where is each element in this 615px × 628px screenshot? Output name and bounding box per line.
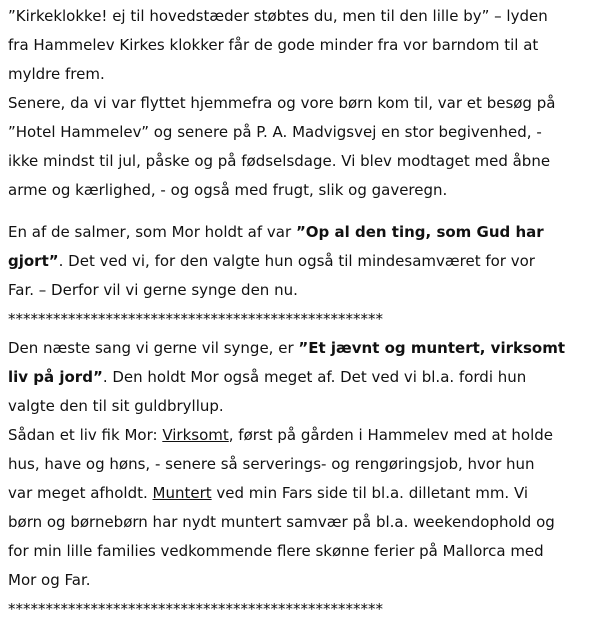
text-span: . Den holdt Mor også meget af. Det ved vi bl.a. fordi hun bbox=[102, 368, 527, 386]
text-line: børn og børnebørn har nydt muntert samvær på bl.a. weekendophold og bbox=[8, 513, 555, 531]
text-line: Mor og Far. bbox=[8, 571, 91, 589]
underlined-word: Virksomt bbox=[162, 426, 229, 444]
text-line: hus, have og høns, - senere så serverings- og rengøringsjob, hvor hun bbox=[8, 455, 535, 473]
text-span: En af de salmer, som Mor holdt af var bbox=[8, 223, 296, 241]
paragraph-memories bbox=[8, 2, 613, 205]
text-line bbox=[8, 421, 613, 450]
hymn-title-bold: gjort” bbox=[8, 252, 59, 270]
text-span: Sådan et liv fik Mor: bbox=[8, 426, 163, 444]
text-span: ved min Fars side til bl.a. dilletant mm. Vi bbox=[211, 484, 529, 502]
text-span: Den næste sang vi gerne vil synge, er bbox=[8, 339, 299, 357]
paragraph-first-hymn bbox=[8, 218, 613, 305]
star-separator: ************************************************** bbox=[8, 310, 383, 328]
paragraph-gap bbox=[8, 205, 613, 218]
text-line: fra Hammelev Kirkes klokker får de gode minder fra vor barndom til at bbox=[8, 36, 539, 54]
text-line: Senere, da vi var flyttet hjemmefra og vore børn kom til, var et besøg på bbox=[8, 94, 556, 112]
star-separator: ************************************************** bbox=[8, 600, 383, 618]
text-line bbox=[8, 334, 613, 363]
hymn-title-bold: ”Op al den ting, som Gud har bbox=[295, 223, 544, 241]
text-line: myldre frem. bbox=[8, 65, 105, 83]
text-span: . Det ved vi, for den valgte hun også til mindesamværet for vor bbox=[58, 252, 535, 270]
song-title-bold: ”Et jævnt og muntert, virksomt bbox=[298, 339, 566, 357]
text-line: valgte den til sit guldbryllup. bbox=[8, 397, 224, 415]
document-body bbox=[8, 2, 613, 624]
text-line bbox=[8, 218, 613, 247]
paragraph-second-song bbox=[8, 334, 613, 595]
text-line: ikke mindst til jul, påske og på fødselsdage. Vi blev modtaget med åbne bbox=[8, 152, 551, 170]
text-line: Far. – Derfor vil vi gerne synge den nu. bbox=[8, 281, 298, 299]
text-line: arme og kærlighed, - og også med frugt, slik og gaveregn. bbox=[8, 181, 448, 199]
text-line: for min lille families vedkommende flere skønne ferier på Mallorca med bbox=[8, 542, 544, 560]
text-span: , først på gården i Hammelev med at holde bbox=[228, 426, 553, 444]
text-line bbox=[8, 363, 613, 392]
underlined-word: Muntert bbox=[152, 484, 212, 502]
song-title-bold: liv på jord” bbox=[8, 368, 103, 386]
text-span: var meget afholdt. bbox=[8, 484, 153, 502]
text-line: ”Hotel Hammelev” og senere på P. A. Madvigsvej en stor begivenhed, - bbox=[8, 123, 542, 141]
text-line: ”Kirkeklokke! ej til hovedstæder støbtes du, men til den lille by” – lyden bbox=[8, 7, 548, 25]
text-line bbox=[8, 479, 613, 508]
text-line bbox=[8, 247, 613, 276]
